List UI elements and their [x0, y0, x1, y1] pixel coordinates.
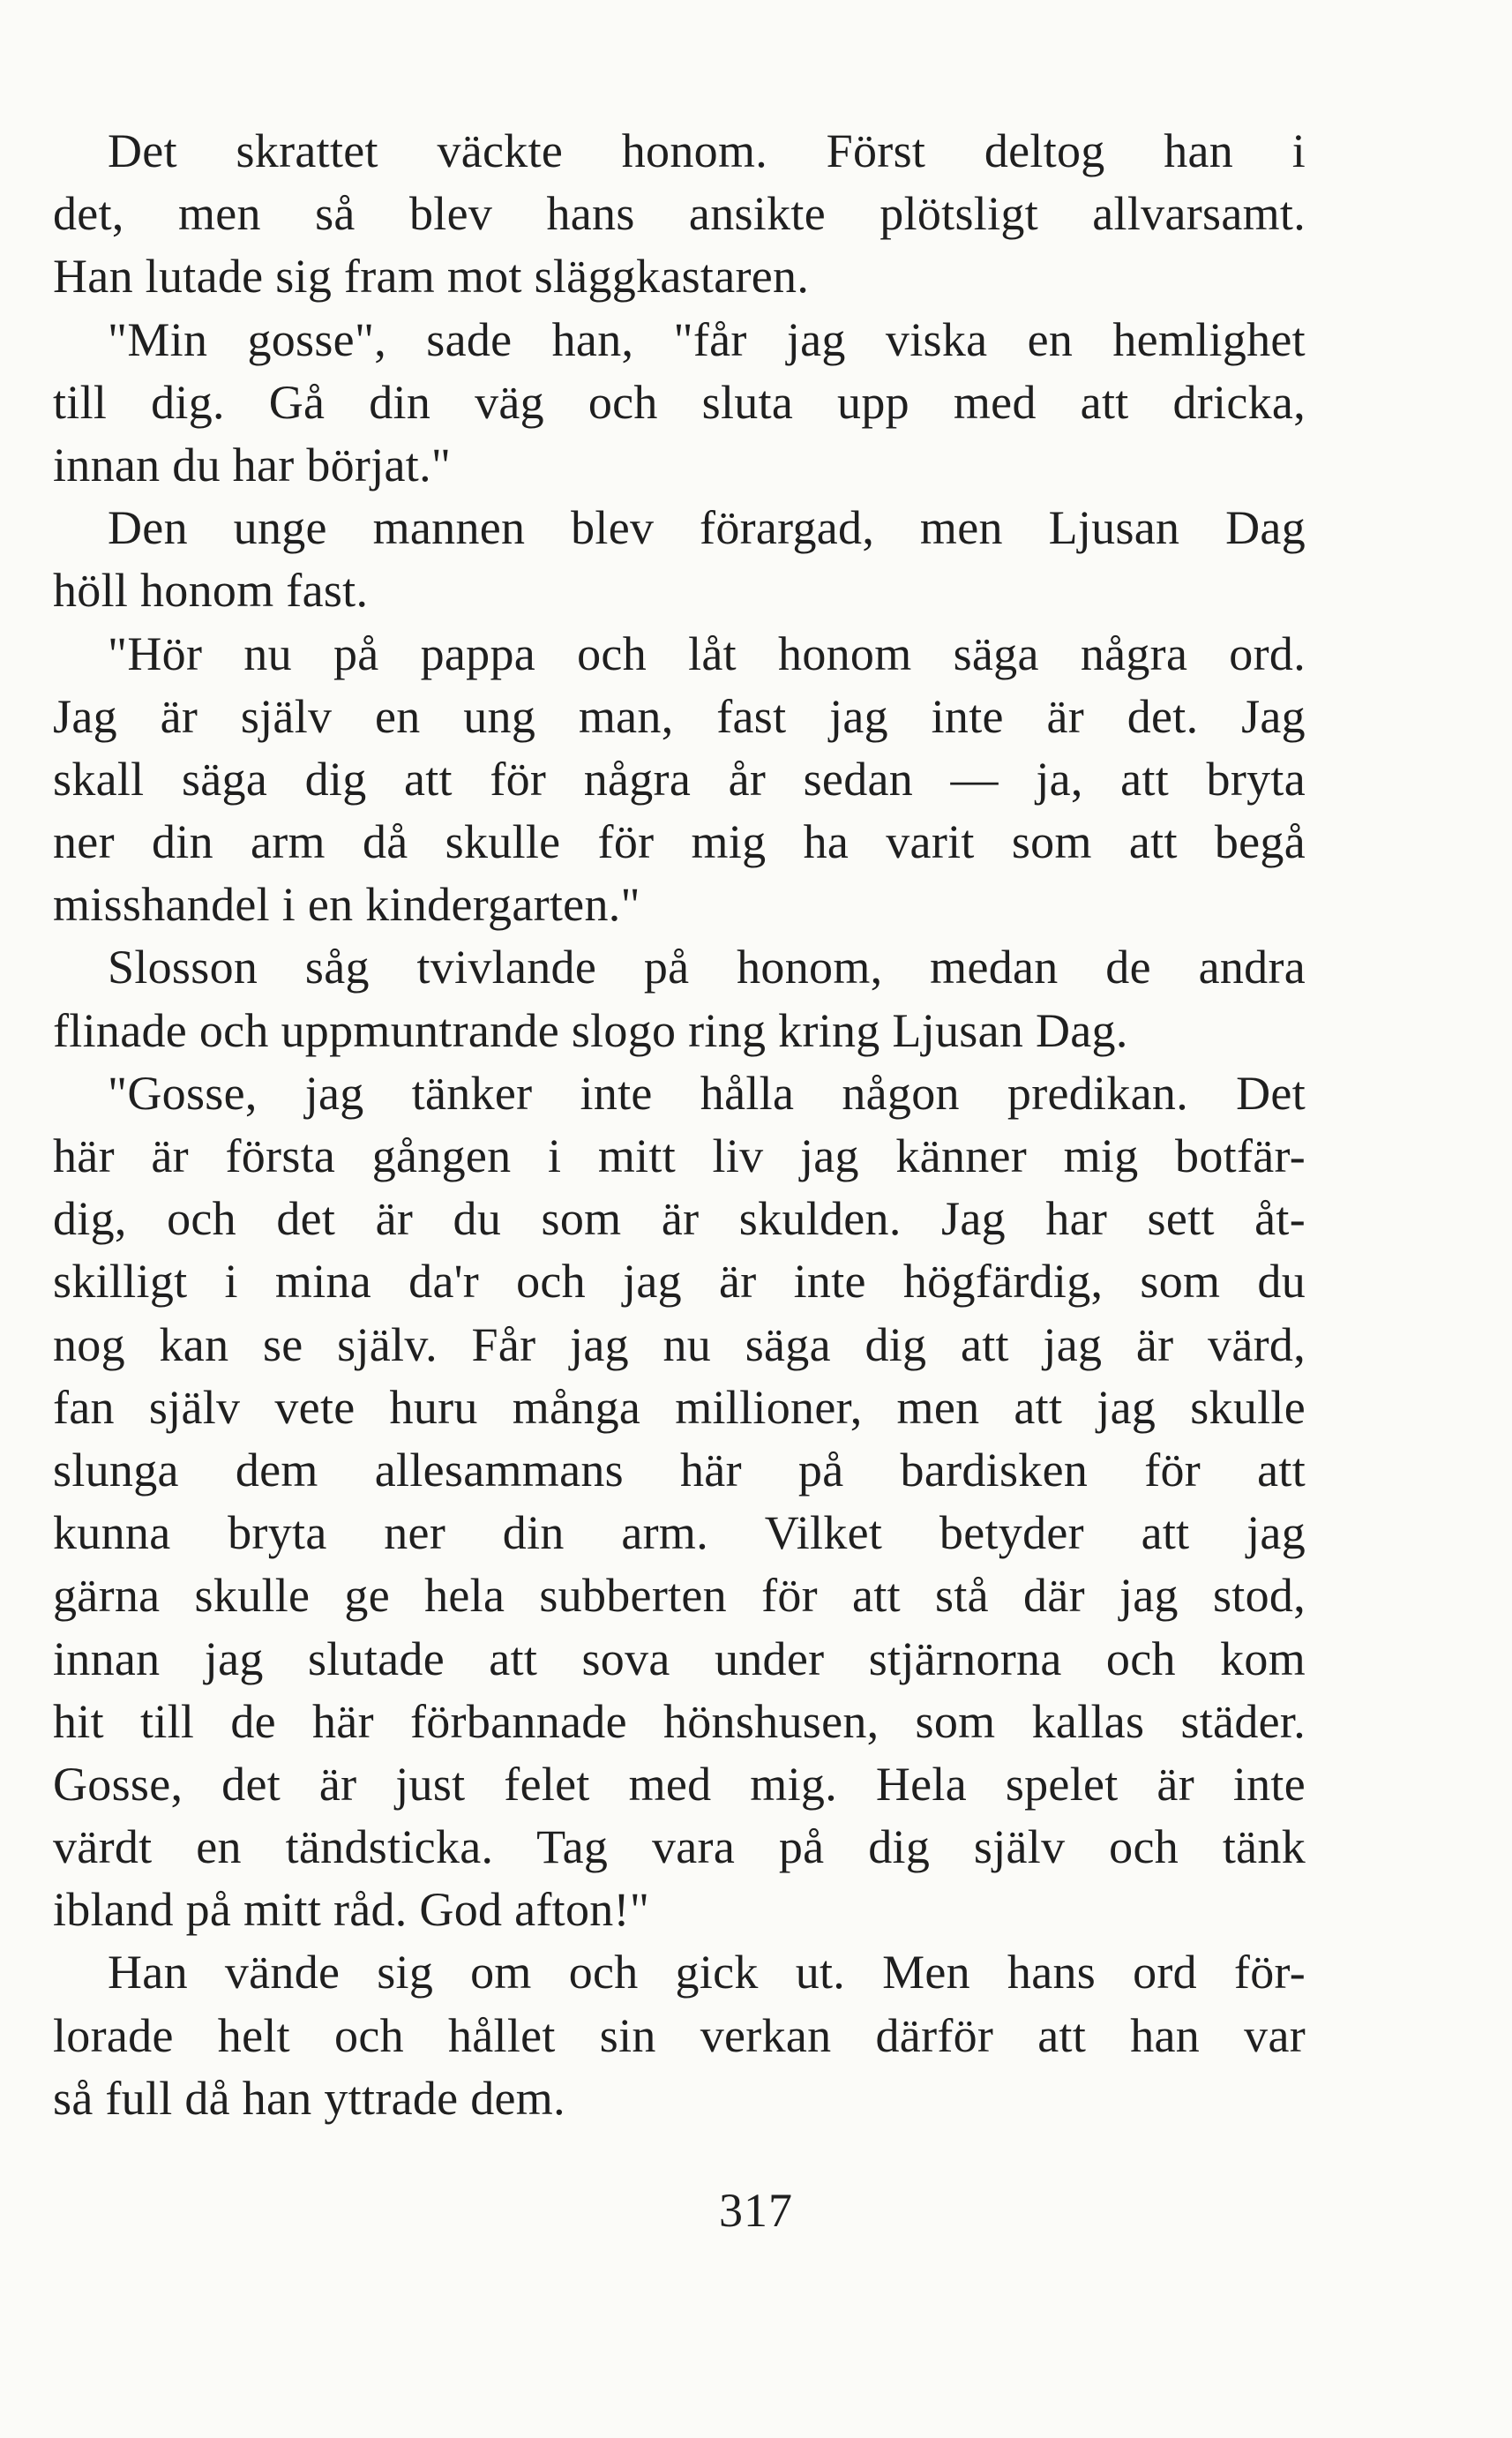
text-line: Slosson såg tvivlande på honom, medan de andra — [108, 941, 1306, 994]
text-line: dig, och det är du som är skulden. Jag har sett åt- — [53, 1192, 1306, 1246]
text-line: Han lutade sig fram mot släggkastaren. — [53, 250, 810, 304]
text-line: "Min gosse", sade han, "får jag viska en hemlighet — [108, 312, 1306, 366]
text-line: så full då han yttrade dem. — [53, 2071, 565, 2125]
text-line: till dig. Gå din väg och sluta upp med att dricka, — [53, 375, 1306, 429]
text-line: Det skrattet väckte honom. Först deltog han i — [108, 124, 1306, 177]
text-line: hit till de här förbannade hönshusen, som kallas städer. — [53, 1694, 1306, 1748]
text-line: fan själv vete huru många millioner, men att jag skulle — [53, 1380, 1306, 1434]
text-line: höll honom fast. — [53, 564, 369, 618]
text-line: skall säga dig att för några år sedan — ja, att bryta — [53, 752, 1306, 806]
body-text — [53, 120, 1306, 2130]
page-number: 317 — [719, 2184, 793, 2237]
text-line: Den unge mannen blev förargad, men Ljusan Dag — [108, 501, 1306, 555]
text-line: nog kan se själv. Får jag nu säga dig att jag är värd, — [53, 1317, 1306, 1371]
text-line: Gosse, det är just felet med mig. Hela spelet är inte — [53, 1757, 1306, 1811]
text-line: "Hör nu på pappa och låt honom säga några ord. — [108, 626, 1306, 680]
text-line: värdt en tändsticka. Tag vara på dig själv och tänk — [53, 1820, 1306, 1874]
text-line: kunna bryta ner din arm. Vilket betyder att jag — [53, 1506, 1306, 1560]
text-line: slunga dem allesammans här på bardisken för att — [53, 1443, 1306, 1497]
text-line: här är första gången i mitt liv jag känner mig botfär- — [53, 1129, 1306, 1182]
text-line: misshandel i en kindergarten." — [53, 878, 640, 932]
text-line: gärna skulle ge hela subberten för att stå där jag stod, — [53, 1569, 1306, 1623]
text-line: innan jag slutade att sova under stjärnorna och kom — [53, 1632, 1306, 1685]
text-line: skilligt i mina da'r och jag är inte högfärdig, som du — [53, 1255, 1306, 1309]
text-line: innan du har börjat." — [53, 438, 452, 491]
text-line: Jag är själv en ung man, fast jag inte är det. Jag — [53, 689, 1306, 743]
text-line: "Gosse, jag tänker inte hålla någon predikan. Det — [108, 1066, 1306, 1120]
text-line: ner din arm då skulle för mig ha varit som att begå — [53, 815, 1306, 869]
text-line: flinade och uppmuntrande slogo ring kring Ljusan Dag. — [53, 1003, 1128, 1057]
text-line: det, men så blev hans ansikte plötsligt allvarsamt. — [53, 187, 1306, 241]
text-line: Han vände sig om och gick ut. Men hans ord för- — [108, 1946, 1306, 1999]
text-line: lorade helt och hållet sin verkan därför att han var — [53, 2008, 1306, 2062]
text-line: ibland på mitt råd. God afton!" — [53, 1883, 650, 1937]
